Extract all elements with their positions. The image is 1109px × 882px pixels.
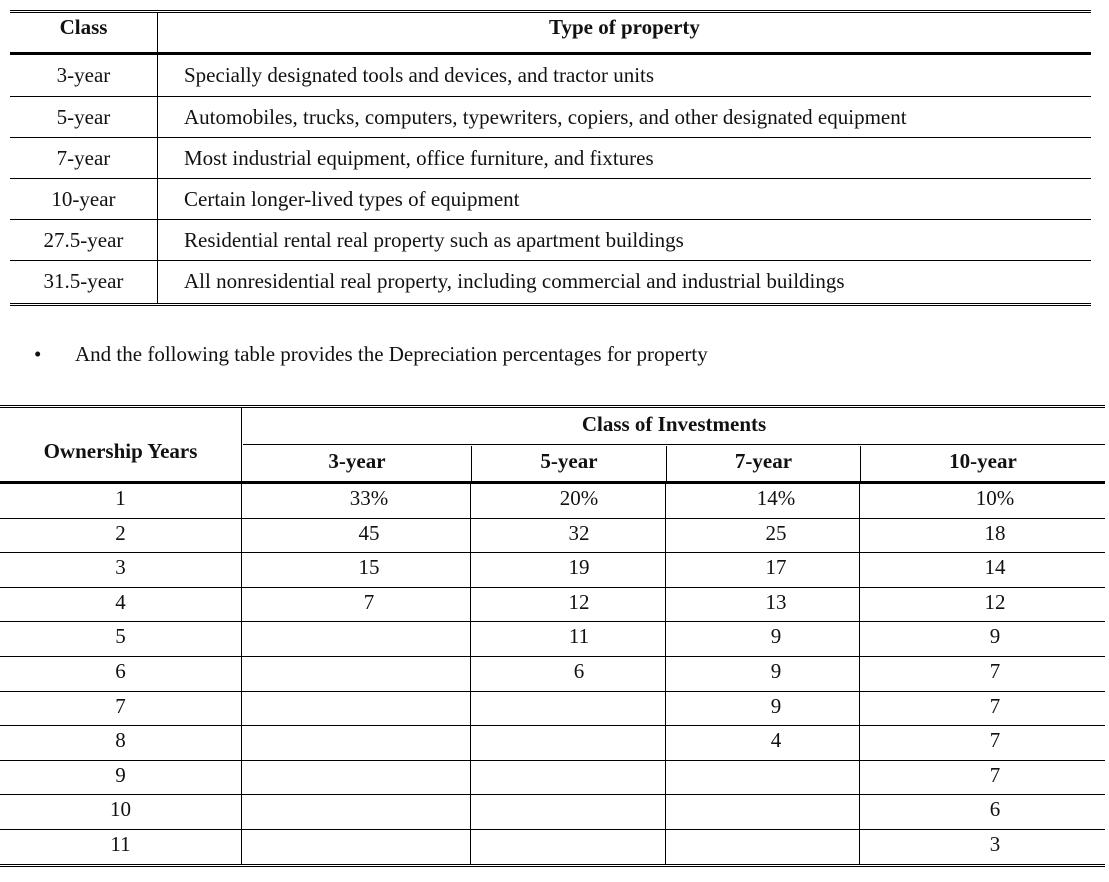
value-cell: 12 bbox=[471, 588, 666, 622]
value-cell bbox=[242, 830, 471, 864]
table-row bbox=[10, 138, 1091, 179]
value-cell: 4 bbox=[666, 726, 860, 760]
header-class-3-year: 3-year bbox=[243, 446, 472, 481]
type-cell: Specially designated tools and devices, and tractor units bbox=[184, 63, 655, 87]
table-row bbox=[0, 588, 1105, 623]
type-cell: Certain longer-lived types of equipment bbox=[184, 187, 520, 211]
value-cell: 19 bbox=[471, 553, 666, 587]
year-cell: 10 bbox=[0, 795, 242, 829]
header-type: Type of property bbox=[549, 15, 700, 39]
table-row bbox=[10, 97, 1091, 138]
table-row bbox=[10, 220, 1091, 261]
header-class-5-year: 5-year bbox=[472, 446, 667, 481]
value-cell bbox=[242, 726, 471, 760]
value-cell: 17 bbox=[666, 553, 860, 587]
table-row bbox=[0, 726, 1105, 761]
year-cell: 7 bbox=[0, 692, 242, 726]
value-cell: 6 bbox=[989, 797, 1001, 822]
value-cell bbox=[242, 761, 471, 795]
value-cell: 6 bbox=[471, 657, 666, 691]
type-cell: Automobiles, trucks, computers, typewriters, copiers, and other designated equipment bbox=[184, 105, 907, 129]
table-row bbox=[0, 830, 1105, 867]
type-cell: Residential rental real property such as apartment buildings bbox=[184, 228, 684, 252]
value-cell: 33% bbox=[242, 484, 471, 518]
header-class-10-year: 10-year bbox=[949, 449, 1017, 473]
value-cell bbox=[471, 830, 666, 864]
value-cell: 7 bbox=[242, 588, 471, 622]
table-row bbox=[0, 484, 1105, 519]
value-cell bbox=[242, 622, 471, 656]
value-cell: 9 bbox=[666, 657, 860, 691]
table-row bbox=[10, 261, 1091, 306]
value-cell: 14% bbox=[666, 484, 860, 518]
header-ownership-years: Ownership Years bbox=[0, 408, 242, 481]
class-cell: 10-year bbox=[10, 179, 158, 219]
year-cell: 3 bbox=[0, 553, 242, 587]
table-header bbox=[0, 408, 1105, 484]
table-header-row bbox=[10, 13, 1091, 55]
table-row bbox=[0, 519, 1105, 554]
class-cell: 3-year bbox=[10, 55, 158, 96]
value-cell: 18 bbox=[984, 520, 1006, 545]
value-cell: 11 bbox=[471, 622, 666, 656]
value-cell: 25 bbox=[666, 519, 860, 553]
type-cell: All nonresidential real property, including commercial and industrial buildings bbox=[184, 269, 845, 293]
class-cell: 27.5-year bbox=[10, 220, 158, 260]
value-cell bbox=[471, 761, 666, 795]
table-row bbox=[0, 553, 1105, 588]
year-cell: 6 bbox=[0, 657, 242, 691]
bullet-text: And the following table provides the Depreciation percentages for property bbox=[75, 342, 708, 366]
bullet-icon: • bbox=[34, 342, 42, 366]
type-cell: Most industrial equipment, office furniture, and fixtures bbox=[184, 146, 654, 170]
table-row bbox=[0, 622, 1105, 657]
header-class-row bbox=[243, 446, 1105, 481]
table-row bbox=[0, 657, 1105, 692]
value-cell: 15 bbox=[242, 553, 471, 587]
value-cell: 7 bbox=[989, 728, 1001, 753]
value-cell bbox=[471, 692, 666, 726]
value-cell bbox=[242, 657, 471, 691]
value-cell: 45 bbox=[242, 519, 471, 553]
year-cell: 2 bbox=[0, 519, 242, 553]
value-cell: 7 bbox=[989, 693, 1001, 718]
table-row bbox=[0, 795, 1105, 830]
value-cell bbox=[242, 692, 471, 726]
class-cell: 5-year bbox=[10, 97, 158, 137]
value-cell: 3 bbox=[989, 831, 1001, 856]
value-cell bbox=[471, 726, 666, 760]
value-cell: 13 bbox=[666, 588, 860, 622]
header-class-of-investments: Class of Investments bbox=[243, 408, 1105, 445]
class-cell: 7-year bbox=[10, 138, 158, 178]
header-class: Class bbox=[10, 13, 158, 52]
value-cell: 7 bbox=[989, 762, 1001, 787]
value-cell: 9 bbox=[666, 622, 860, 656]
value-cell: 20% bbox=[471, 484, 666, 518]
value-cell bbox=[242, 795, 471, 829]
value-cell: 32 bbox=[471, 519, 666, 553]
year-cell: 5 bbox=[0, 622, 242, 656]
year-cell: 1 bbox=[0, 484, 242, 518]
value-cell bbox=[666, 830, 860, 864]
value-cell: 14 bbox=[984, 555, 1006, 580]
value-cell bbox=[666, 795, 860, 829]
depreciation-table bbox=[0, 405, 1105, 867]
value-cell bbox=[471, 795, 666, 829]
year-cell: 8 bbox=[0, 726, 242, 760]
table-row bbox=[10, 55, 1091, 97]
property-class-table bbox=[10, 10, 1091, 306]
value-cell bbox=[666, 761, 860, 795]
value-cell: 7 bbox=[989, 658, 1001, 683]
value-cell: 10% bbox=[975, 486, 1015, 510]
table-row bbox=[10, 179, 1091, 220]
value-cell: 12 bbox=[984, 589, 1006, 614]
table-row bbox=[0, 692, 1105, 727]
table-row bbox=[0, 761, 1105, 796]
year-cell: 11 bbox=[0, 830, 242, 864]
value-cell: 9 bbox=[989, 624, 1001, 649]
year-cell: 9 bbox=[0, 761, 242, 795]
value-cell: 9 bbox=[666, 692, 860, 726]
class-cell: 31.5-year bbox=[10, 261, 158, 303]
header-class-7-year: 7-year bbox=[667, 446, 861, 481]
year-cell: 4 bbox=[0, 588, 242, 622]
